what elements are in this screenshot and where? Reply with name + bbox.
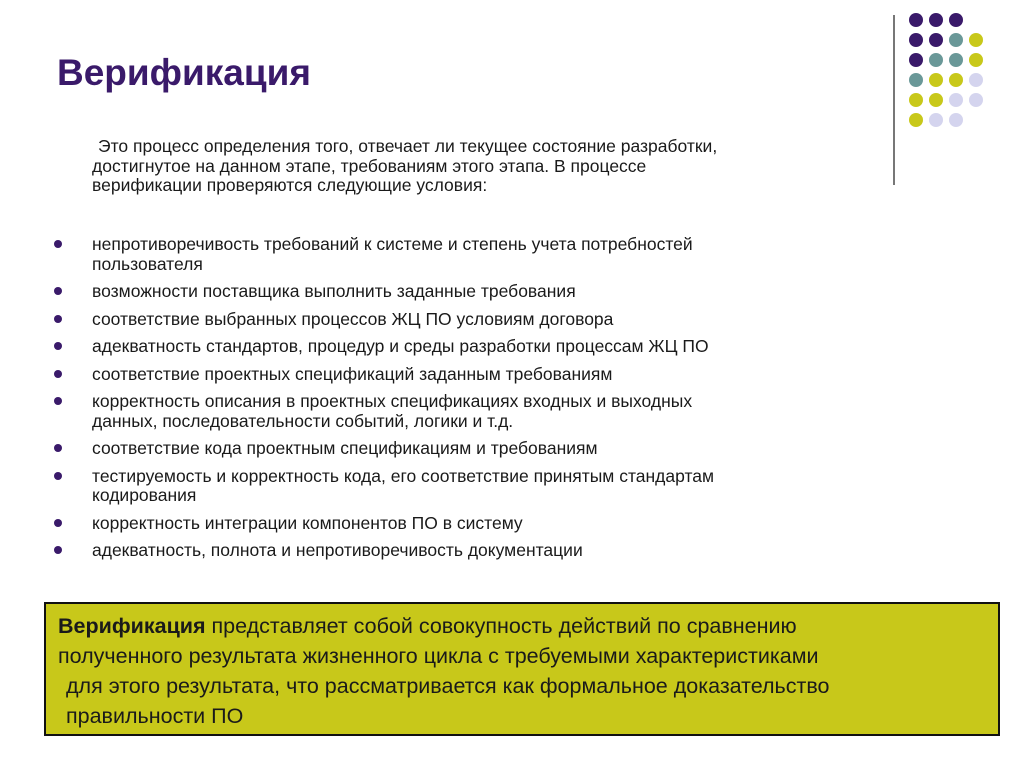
decorative-dot <box>929 53 943 67</box>
list-item <box>52 282 902 302</box>
decorative-dot <box>909 33 923 47</box>
intro-line: достигнутое на данном этапе, требованиям этого этапа. В процессе <box>92 155 647 176</box>
list-item <box>52 310 902 330</box>
list-item <box>52 365 902 385</box>
definition-line: для этого результата, что рассматривается как формальное доказательство <box>66 674 830 698</box>
list-item-text: данных, последовательности событий, логики и т.д. <box>92 410 514 431</box>
list-item <box>52 541 902 561</box>
definition-line <box>58 614 797 638</box>
definition-term: Верификация <box>58 614 206 638</box>
decorative-dot <box>929 93 943 107</box>
bullet-icon <box>54 287 62 295</box>
list-item-text: соответствие выбранных процессов ЖЦ ПО условиям договора <box>92 308 614 329</box>
decorative-dot <box>949 53 963 67</box>
list-item <box>52 514 902 534</box>
decorative-dot <box>969 93 983 107</box>
definition-text: представляет собой совокупность действий по сравнению <box>205 614 797 638</box>
list-item <box>52 467 902 506</box>
decorative-dot <box>969 53 983 67</box>
intro-line: верификации проверяются следующие условия: <box>92 175 488 195</box>
bullet-icon <box>54 519 62 527</box>
decorative-dot <box>929 33 943 47</box>
decorative-dot <box>949 93 963 107</box>
list-item-text: непротиворечивость требований к системе и степень учета потребностей <box>92 234 693 254</box>
bullet-icon <box>54 342 62 350</box>
list-item-text: тестируемость и корректность кода, его соответствие принятым стандартам <box>92 465 715 486</box>
list-item-text: адекватность стандартов, процедур и среды разработки процессам ЖЦ ПО <box>92 336 709 356</box>
bullet-icon <box>54 397 62 405</box>
definition-line: правильности ПО <box>66 704 244 728</box>
decorative-dot <box>949 73 963 87</box>
bullet-icon <box>54 444 62 452</box>
bullet-icon <box>54 472 62 480</box>
list-item-text: соответствие проектных спецификаций заданным требованиям <box>92 363 613 384</box>
bullet-icon <box>54 240 62 248</box>
list-item-text: возможности поставщика выполнить заданные требования <box>92 281 576 301</box>
intro-line: Это процесс определения того, отвечает ли текущее состояние разработки, <box>98 136 718 156</box>
slide-title: Верификация <box>57 52 311 93</box>
list-item-text: соответствие кода проектным спецификациям и требованиям <box>92 438 598 458</box>
decorative-dot <box>929 13 943 27</box>
list-item <box>52 392 902 431</box>
list-item <box>52 337 902 357</box>
decorative-dot <box>909 113 923 127</box>
list-item <box>52 235 902 274</box>
decorative-dot <box>949 33 963 47</box>
list-item-text: корректность интеграции компонентов ПО в систему <box>92 512 523 533</box>
list-item-text: пользователя <box>92 253 203 274</box>
conditions-list <box>52 235 902 569</box>
decorative-dot <box>929 73 943 87</box>
decorative-dot <box>949 13 963 27</box>
definition-line: полученного результата жизненного цикла с требуемыми характеристиками <box>58 644 819 668</box>
decorative-dot <box>909 93 923 107</box>
decorative-dot <box>909 53 923 67</box>
decorative-dot <box>969 33 983 47</box>
decorative-dot <box>909 13 923 27</box>
decorative-dot <box>909 73 923 87</box>
decorative-dot <box>969 73 983 87</box>
bullet-icon <box>54 546 62 554</box>
list-item <box>52 439 902 459</box>
bullet-icon <box>54 315 62 323</box>
intro-paragraph <box>92 137 902 196</box>
list-item-text: адекватность, полнота и непротиворечивость документации <box>92 540 583 560</box>
definition-box <box>44 602 1000 736</box>
list-item-text: корректность описания в проектных спецификациях входных и выходных <box>92 391 693 411</box>
decorative-dot <box>949 113 963 127</box>
bullet-icon <box>54 370 62 378</box>
decorative-dot <box>929 113 943 127</box>
list-item-text: кодирования <box>92 485 197 505</box>
